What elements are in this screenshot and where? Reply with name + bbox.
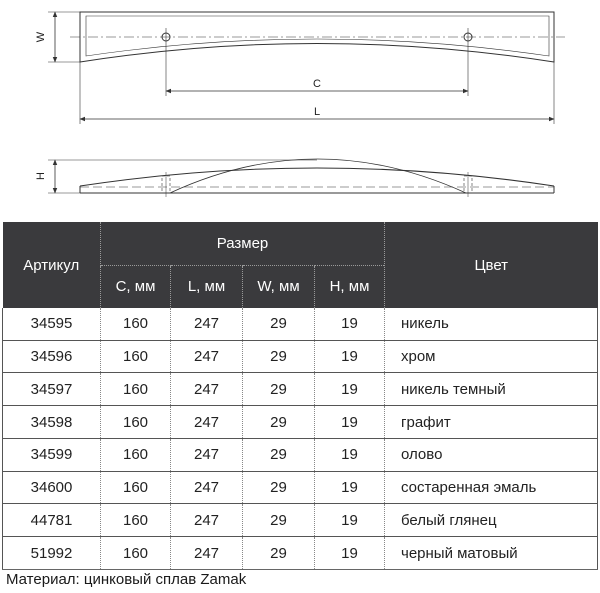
cell-w: 29: [243, 340, 315, 373]
cell-c: 160: [101, 308, 171, 340]
cell-c: 160: [101, 504, 171, 537]
cell-c: 160: [101, 537, 171, 570]
dim-h-label: H: [35, 172, 47, 180]
cell-c: 160: [101, 438, 171, 471]
cell-article: 51992: [3, 537, 101, 570]
table-row: [3, 471, 598, 504]
table-row: [3, 537, 598, 570]
table-row: [3, 504, 598, 537]
header-l: L, мм: [171, 265, 243, 308]
cell-color: никель: [385, 308, 598, 340]
cell-c: 160: [101, 373, 171, 406]
cell-w: 29: [243, 438, 315, 471]
table-row: [3, 308, 598, 340]
cell-l: 247: [171, 308, 243, 340]
cell-color: черный матовый: [385, 537, 598, 570]
cell-color: олово: [385, 438, 598, 471]
cell-w: 29: [243, 504, 315, 537]
cell-color: белый глянец: [385, 504, 598, 537]
cell-h: 19: [315, 373, 385, 406]
cell-c: 160: [101, 340, 171, 373]
cell-w: 29: [243, 471, 315, 504]
cell-l: 247: [171, 406, 243, 439]
top-view: [48, 12, 565, 124]
header-color: Цвет: [385, 222, 598, 308]
dim-w-label: W: [35, 31, 47, 43]
side-view: [48, 159, 554, 197]
cell-h: 19: [315, 504, 385, 537]
cell-l: 247: [171, 340, 243, 373]
cell-h: 19: [315, 471, 385, 504]
cell-article: 34597: [3, 373, 101, 406]
cell-c: 160: [101, 471, 171, 504]
cell-h: 19: [315, 406, 385, 439]
cell-w: 29: [243, 308, 315, 340]
cell-article: 34598: [3, 406, 101, 439]
material-note: Материал: цинковый сплав Zamak: [6, 571, 247, 588]
cell-article: 34599: [3, 438, 101, 471]
table-row: [3, 373, 598, 406]
header-w: W, мм: [243, 265, 315, 308]
table-header: [3, 222, 598, 308]
cell-article: 34595: [3, 308, 101, 340]
cell-l: 247: [171, 537, 243, 570]
dim-l-label: L: [313, 106, 321, 118]
cell-article: 34600: [3, 471, 101, 504]
spec-table: [2, 222, 598, 570]
cell-article: 34596: [3, 340, 101, 373]
cell-l: 247: [171, 373, 243, 406]
header-c: C, мм: [101, 265, 171, 308]
cell-h: 19: [315, 438, 385, 471]
cell-l: 247: [171, 438, 243, 471]
cell-w: 29: [243, 406, 315, 439]
header-article: Артикул: [3, 222, 101, 308]
cell-color: никель темный: [385, 373, 598, 406]
cell-color: состаренная эмаль: [385, 471, 598, 504]
header-h: H, мм: [315, 265, 385, 308]
cell-c: 160: [101, 406, 171, 439]
cell-l: 247: [171, 504, 243, 537]
cell-w: 29: [243, 537, 315, 570]
table-row: [3, 438, 598, 471]
cell-h: 19: [315, 308, 385, 340]
cell-h: 19: [315, 537, 385, 570]
cell-l: 247: [171, 471, 243, 504]
cell-h: 19: [315, 340, 385, 373]
cell-w: 29: [243, 373, 315, 406]
cell-color: графит: [385, 406, 598, 439]
table-row: [3, 340, 598, 373]
cell-color: хром: [385, 340, 598, 373]
header-size: Размер: [101, 222, 385, 265]
table-body: [3, 308, 598, 570]
technical-drawing: [0, 0, 600, 210]
dim-c-label: C: [313, 78, 321, 90]
cell-article: 44781: [3, 504, 101, 537]
table-row: [3, 406, 598, 439]
